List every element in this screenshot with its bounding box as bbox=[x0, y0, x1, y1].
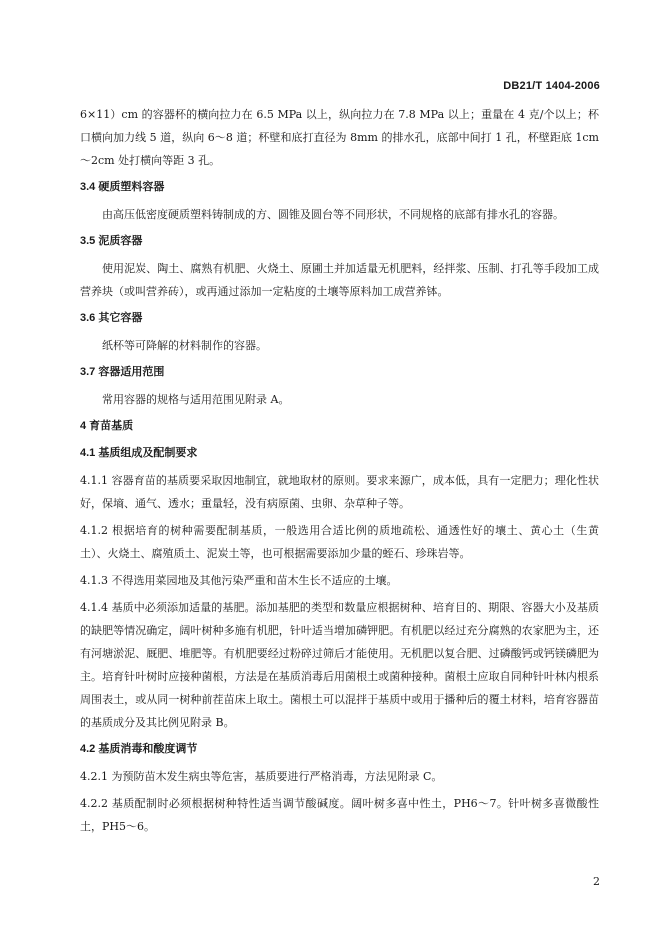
paragraph: 纸杯等可降解的材料制作的容器。 bbox=[102, 339, 267, 352]
clause-paragraph: 4.1.4 基质中必须添加适量的基肥。添加基肥的类型和数量应根据树种、培育目的、期限、容器大小及基质的缺肥等情况确定，阔叶树种多施有机肥，针叶适当增加磷钾肥。有机肥以经过充分腐熟的农家肥为主，还有河塘淤泥、厩肥、堆肥等。有机肥要经过粉碎过筛后才能使用。无机肥以复合肥、过磷酸钙或钙镁磷肥为主。培育针叶树时应接种菌根，方法是在基质消毒后用菌根土或菌种接种。菌根土应取自同种针叶林内根系周围表土，或从同一树种前茬苗床上取土。菌根土可以混拌于基质中或用于播种后的覆土材料，培育容器苗的基质成分及其比例见附录 B。 bbox=[80, 601, 599, 729]
chapter-heading: 4 育苗基质 bbox=[80, 420, 134, 432]
paragraph: 常用容器的规格与适用范围见附录 A。 bbox=[102, 393, 290, 406]
page-body bbox=[80, 103, 599, 842]
paragraph: 6×11）cm 的容器杯的横向拉力在 6.5 MPa 以上，纵向拉力在 7.8 MPa 以上；重量在 4 克/个以上；杯口横向加力线 5 道，纵向 6～8 道；杯壁和底打直径为 8mm 的排水孔，底部中间打 1 孔，杯壁距底 1cm～2cm 处打横向等距 3 孔。 bbox=[80, 108, 599, 167]
section-heading: 3.4 硬质塑料容器 bbox=[80, 181, 165, 193]
clause-paragraph: 4.2.2 基质配制时必须根据树种特性适当调节酸碱度。阔叶树多喜中性土，PH6～7。针叶树多喜微酸性土，PH5～6。 bbox=[80, 797, 599, 833]
paragraph: 由高压低密度硬质塑料铸制成的方、圆锥及圆台等不同形状，不同规格的底部有排水孔的容器。 bbox=[102, 208, 564, 221]
section-heading: 3.6 其它容器 bbox=[80, 312, 143, 324]
section-heading: 3.7 容器适用范围 bbox=[80, 366, 165, 378]
clause-paragraph: 4.1.3 不得选用菜园地及其他污染严重和苗木生长不适应的土壤。 bbox=[80, 574, 398, 587]
section-heading: 3.5 泥质容器 bbox=[80, 235, 143, 247]
paragraph: 使用泥炭、陶土、腐熟有机肥、火烧土、原圃土并加适量无机肥料，经拌浆、压制、打孔等手段加工成营养块（或叫营养砖），或再通过添加一定粘度的土壤等原料加工成营养钵。 bbox=[80, 262, 599, 298]
clause-paragraph: 4.1.1 容器育苗的基质要采取因地制宜，就地取材的原则。要求来源广，成本低，具有一定肥力；理化性状好，保墒、通气、透水；重量轻，没有病原菌、虫卵、杂草种子等。 bbox=[80, 474, 599, 510]
section-heading: 4.2 基质消毒和酸度调节 bbox=[80, 743, 198, 755]
page-number: 2 bbox=[593, 875, 600, 888]
clause-paragraph: 4.2.1 为预防苗木发生病虫等危害，基质要进行严格消毒，方法见附录 C。 bbox=[80, 770, 443, 783]
document-code: DB21/T 1404-2006 bbox=[503, 80, 600, 92]
clause-paragraph: 4.1.2 根据培育的树种需要配制基质，一般选用合适比例的质地疏松、通透性好的壤土、黄心土（生黄土）、火烧土、腐殖质土、泥炭土等，也可根据需要添加少量的蛭石、珍珠岩等。 bbox=[80, 524, 599, 560]
section-heading: 4.1 基质组成及配制要求 bbox=[80, 447, 198, 459]
